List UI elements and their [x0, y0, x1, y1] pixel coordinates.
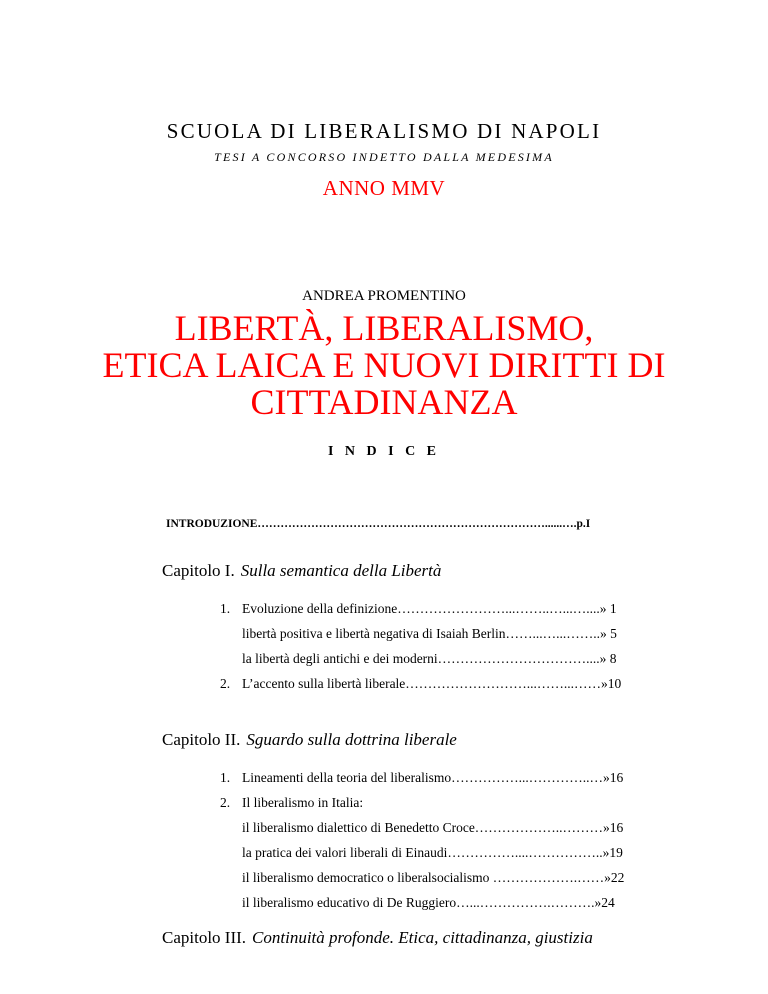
toc-entry [242, 651, 617, 667]
toc-entry [220, 770, 624, 786]
toc-entry-text: Lineamenti della teoria del liberalismo……………...…………..…»16 [242, 770, 624, 785]
toc-introduction: INTRODUZIONE…………………………………………………………………......….p.I [166, 518, 591, 530]
toc-entry-text: il liberalismo democratico o liberalsocialismo ……………….……»22 [242, 870, 625, 885]
toc-entry-number: 2. [220, 795, 231, 810]
index-heading: I N D I C E [327, 444, 441, 459]
toc-entry [242, 895, 615, 911]
thesis-title [0, 310, 768, 421]
school-name: SCUOLA DI LIBERALISMO DI NAPOLI [166, 119, 602, 143]
toc-entry [242, 820, 623, 836]
toc-entry-text: la pratica dei valori liberali di Einaudi……………....……………..»19 [242, 845, 623, 860]
toc-entry [242, 845, 623, 861]
toc-entry [242, 870, 624, 886]
chapter-heading [162, 561, 441, 581]
chapter-heading [162, 730, 457, 750]
chapter-label: Capitolo III. [162, 928, 247, 947]
toc-entry-text: Evoluzione della definizione……………………...……..…...…....» 1 [242, 601, 617, 616]
year: ANNO MMV [322, 176, 446, 200]
chapter-heading [162, 928, 593, 948]
title-line: ETICA LAICA E NUOVI DIRITTI DI [102, 345, 666, 385]
chapter-title: Continuità profonde. Etica, cittadinanza, giustizia [252, 928, 593, 947]
toc-entry-number: 1. [220, 601, 231, 616]
toc-entry [220, 601, 617, 617]
chapter-label: Capitolo II. [162, 730, 241, 749]
toc-entry-text: L’accento sulla libertà liberale………………………...……...……»10 [242, 676, 622, 691]
toc-entry [220, 795, 364, 811]
toc-entry [242, 626, 617, 642]
toc-entry-number: 2. [220, 676, 231, 691]
title-line: CITTADINANZA [250, 382, 518, 422]
chapter-label: Capitolo I. [162, 561, 235, 580]
title-line: LIBERTÀ, LIBERALISMO, [174, 308, 594, 348]
toc-entry-text: il liberalismo dialettico di Benedetto Croce………………..………»16 [242, 820, 624, 835]
thesis-subtitle: TESI A CONCORSO INDETTO DALLA MEDESIMA [214, 150, 554, 164]
toc-entry-number: 1. [220, 770, 231, 785]
chapter-title: Sulla semantica della Libertà [240, 561, 442, 580]
chapter-title: Sguardo sulla dottrina liberale [246, 730, 457, 749]
toc-entry-text: Il liberalismo in Italia: [242, 795, 364, 810]
toc-entry-text: libertà positiva e libertà negativa di Isaiah Berlin……...…...……..» 5 [242, 626, 617, 641]
author-name: ANDREA PROMENTINO [302, 288, 466, 304]
toc-entry [220, 676, 622, 692]
toc-entry-text: il liberalismo educativo di De Ruggiero…...…………….……….»24 [242, 895, 615, 910]
toc-entry-text: la libertà degli antichi e dei moderni……………………………....» 8 [242, 651, 617, 666]
